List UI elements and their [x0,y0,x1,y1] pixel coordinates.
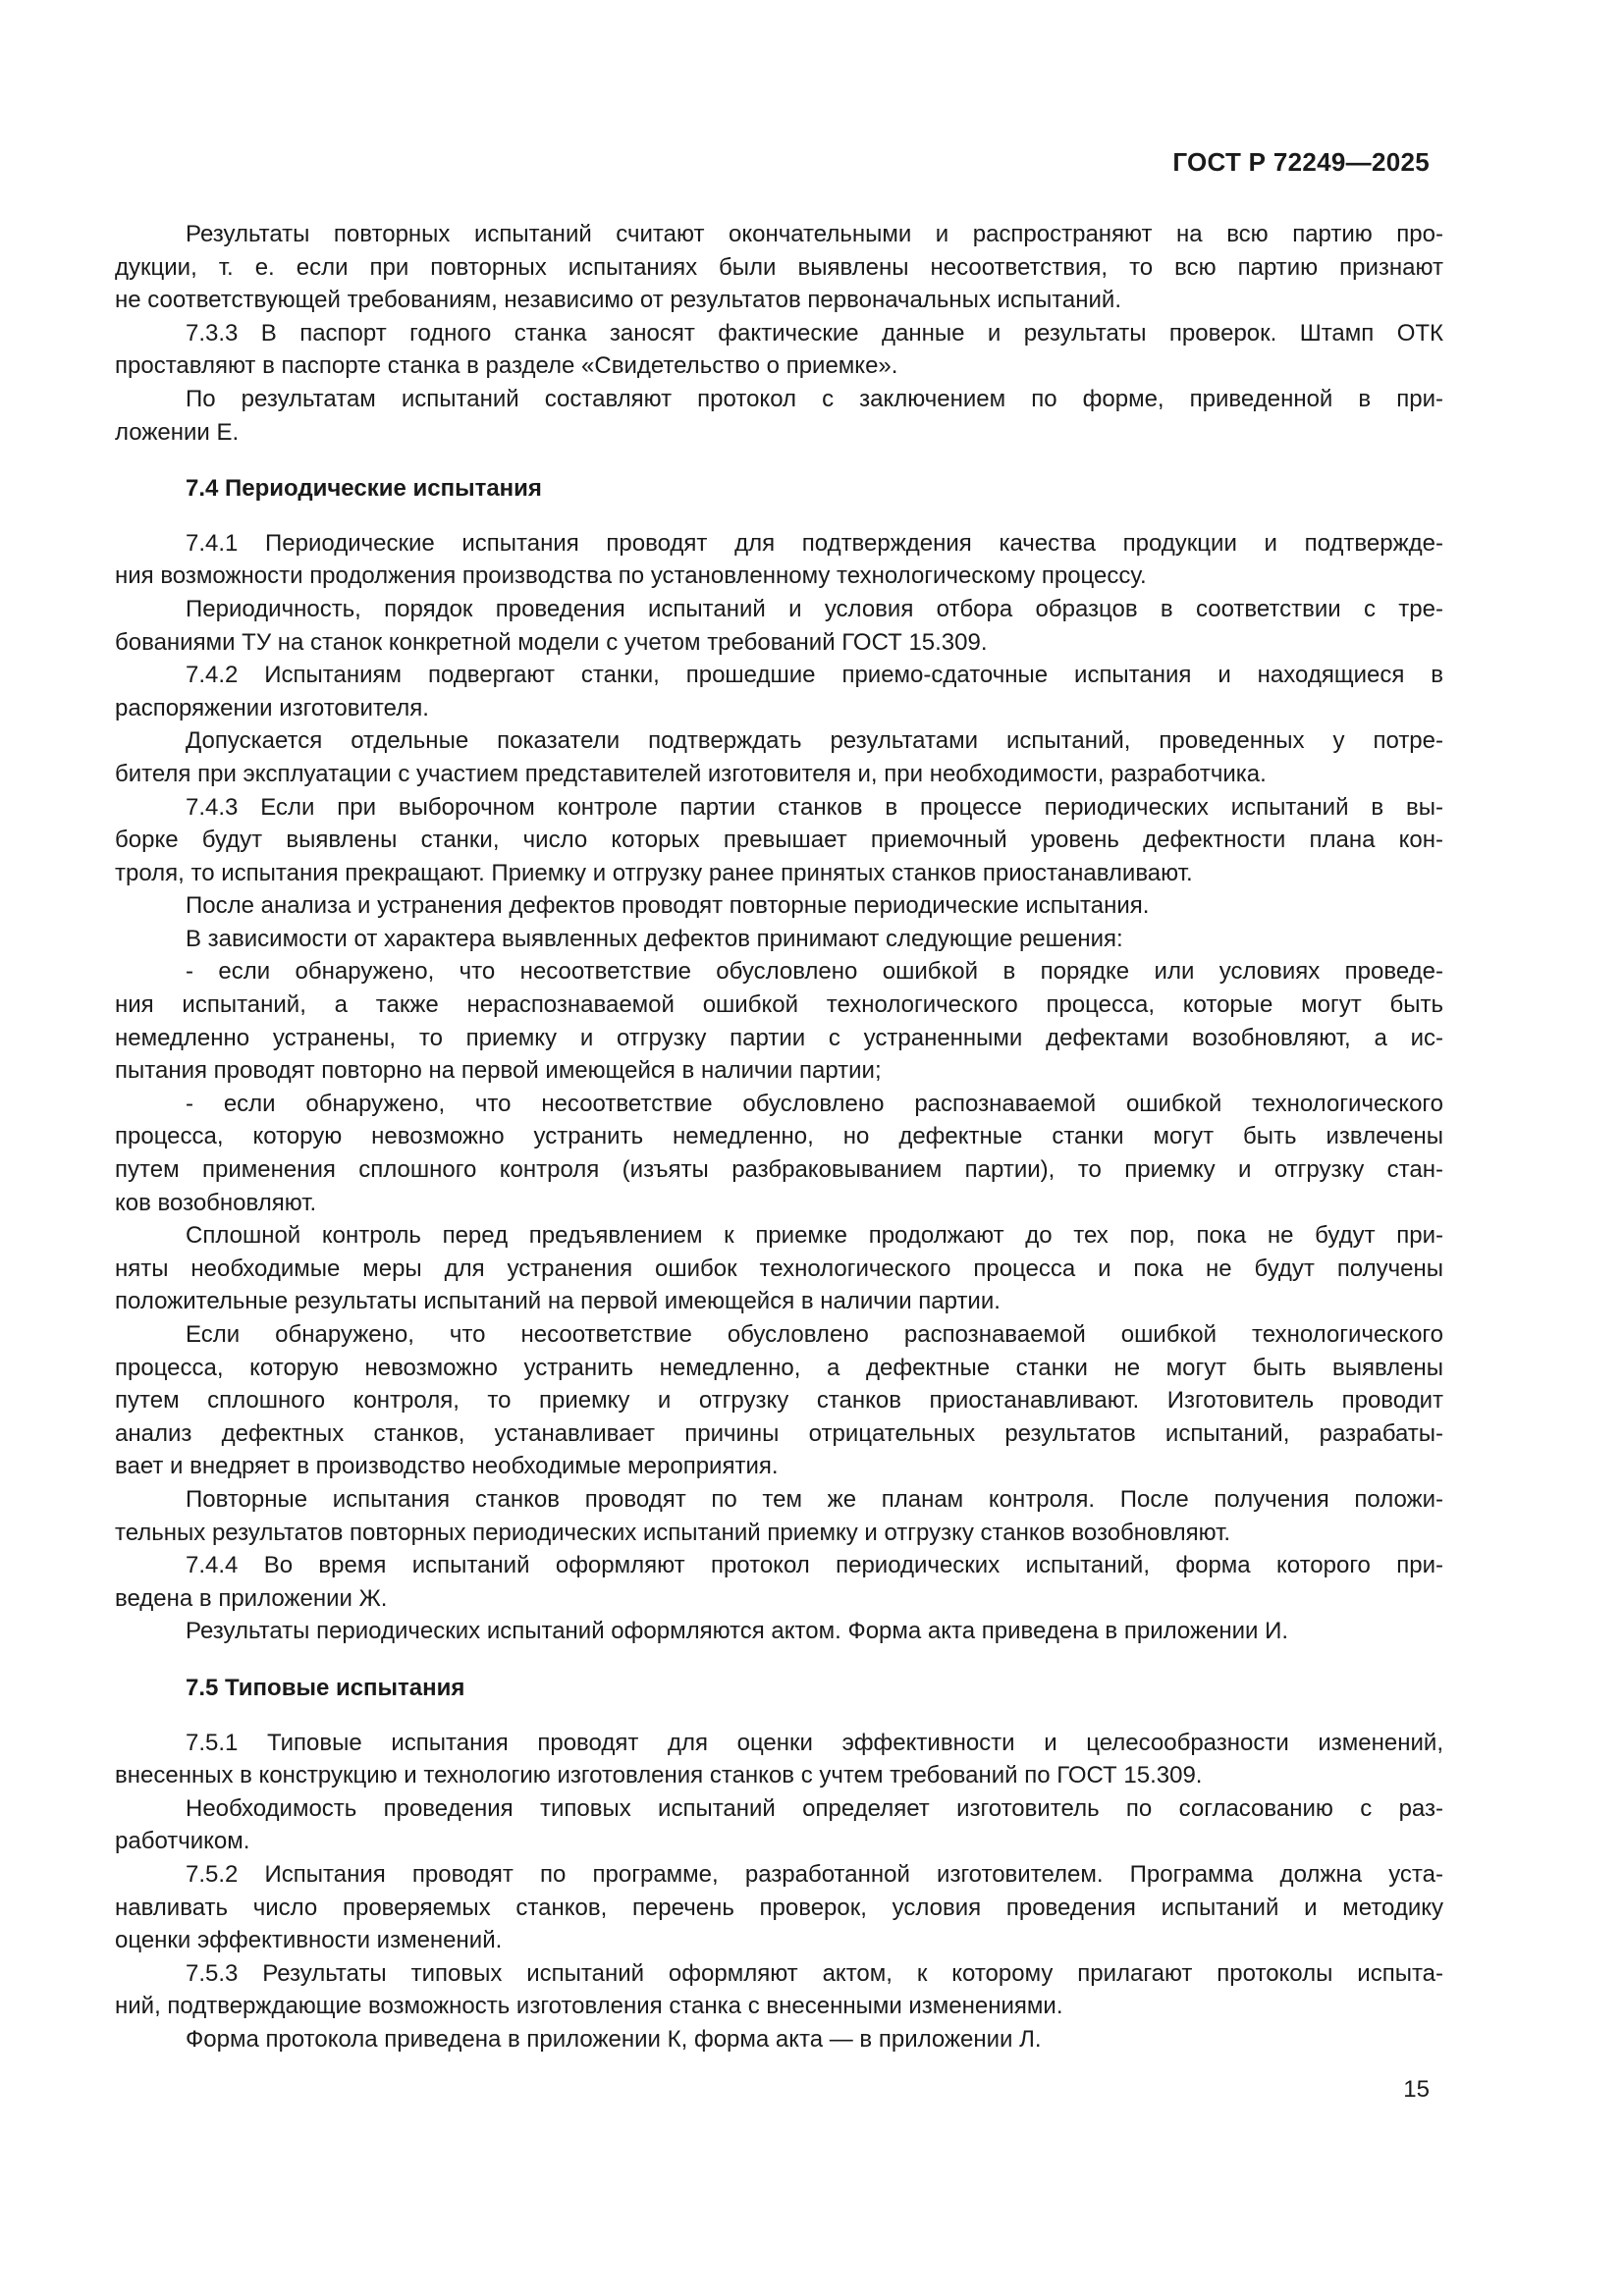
paragraph-line: путем применения сплошного контроля (изъяты разбраковыванием партии), то приемку и отгрузку стан- [115,1156,1443,1184]
paragraph-line: распоряжении изготовителя. [115,694,429,721]
paragraph-line: вает и внедряет в производство необходимые мероприятия. [115,1453,779,1480]
paragraph-line: дукции, т. е. если при повторных испытаниях были выявлены несоответствия, то всю партию признают [115,253,1443,281]
paragraph-line: бителя при эксплуатации с участием представителей изготовителя и, при необходимости, разработчика. [115,760,1267,787]
paragraph [115,1219,1443,1318]
paragraph-line: В зависимости от характера выявленных дефектов принимают следующие решения: [186,925,1123,952]
paragraph [115,1858,1443,1957]
paragraph-line: ведена в приложении Ж. [115,1584,388,1612]
paragraph [115,1318,1443,1483]
paragraph [115,955,1443,1087]
paragraph-line: троля, то испытания прекращают. Приемку и отгрузку ранее принятых станков приостанавливают. [115,859,1193,886]
paragraph-line: 7.4.4 Во время испытаний оформляют протокол периодических испытаний, форма которого при- [186,1552,1443,1579]
paragraph-line: няты необходимые меры для устранения ошибок технологического процесса и пока не будут получены [115,1255,1443,1282]
paragraph-line: - если обнаружено, что несоответствие обусловлено ошибкой в порядке или условиях проведе- [186,958,1443,986]
paragraph-line: - если обнаружено, что несоответствие обусловлено распознаваемой ошибкой технологического [186,1090,1443,1117]
paragraph [115,1957,1443,2023]
paragraph-line: анализ дефектных станков, устанавливает причины отрицательных результатов испытаний, разрабаты- [115,1419,1443,1447]
paragraph [115,923,1443,956]
paragraph-line: тельных результатов повторных периодических испытаний приемку и отгрузку станков возобновляют. [115,1519,1231,1546]
paragraph-line: Периодичность, порядок проведения испытаний и условия отбора образцов в соответствии с тре- [186,595,1443,622]
paragraph-line: 7.4.3 Если при выборочном контроле партии станков в процессе периодических испытаний в вы- [186,793,1443,821]
paragraph-line: ний, подтверждающие возможность изготовления станка с внесенными изменениями. [115,1993,1063,2020]
paragraph-line: 7.5.2 Испытания проводят по программе, разработанной изготовителем. Программа должна уста- [186,1860,1443,1888]
page-number: 15 [1403,2076,1430,2103]
paragraph-line: Форма протокола приведена в приложении К, форма акта — в приложении Л. [186,2025,1042,2053]
paragraph-line: Допускается отдельные показатели подтверждать результатами испытаний, проведенных у потре- [186,727,1443,755]
paragraph-line: 7.4.1 Периодические испытания проводят для подтверждения качества продукции и подтвержде- [186,529,1443,557]
document-header-id: ГОСТ Р 72249—2025 [1172,147,1430,177]
paragraph [115,593,1443,659]
paragraph-line: ния испытаний, а также нераспознаваемой ошибкой технологического процесса, которые могут быть [115,991,1443,1019]
paragraph-line: По результатам испытаний составляют протокол с заключением по форме, приведенной в при- [186,385,1443,412]
paragraph [115,2023,1443,2056]
paragraph-line: немедленно устранены, то приемку и отгрузку партии с устраненными дефектами возобновляют, а ис- [115,1024,1443,1051]
paragraph-line: проставляют в паспорте станка в разделе «Свидетельство о приемке». [115,352,898,380]
paragraph-line: ложении Е. [115,418,240,446]
paragraph-line: Необходимость проведения типовых испытаний определяет изготовитель по согласованию с раз- [186,1794,1443,1822]
paragraph-line: внесенных в конструкцию и технологию изготовления станков с учтем требований по ГОСТ 15.309. [115,1762,1203,1789]
paragraph-line: 7.4.2 Испытаниям подвергают станки, прошедшие приемо-сдаточные испытания и находящиеся в [186,662,1443,689]
paragraph [115,1549,1443,1615]
paragraph [115,791,1443,890]
paragraph-line: не соответствующей требованиям, независимо от результатов первоначальных испытаний. [115,287,1122,314]
document-body [115,218,1443,2056]
paragraph-line: бованиями ТУ на станок конкретной модели с учетом требований ГОСТ 15.309. [115,628,988,656]
section-heading: 7.4 Периодические испытания [186,475,542,503]
paragraph-line: Результаты повторных испытаний считают окончательными и распространяют на всю партию про- [186,221,1443,247]
paragraph [115,1792,1443,1858]
paragraph-line: ков возобновляют. [115,1189,317,1216]
paragraph-line: Повторные испытания станков проводят по тем же планам контроля. После получения положи- [186,1485,1443,1513]
paragraph [115,383,1443,449]
paragraph-line: 7.5.3 Результаты типовых испытаний оформляют актом, к которому прилагают протоколы испыта- [186,1959,1443,1987]
paragraph-line: 7.5.1 Типовые испытания проводят для оценки эффективности и целесообразности изменений, [186,1729,1443,1756]
paragraph-line: Сплошной контроль перед предъявлением к приемке продолжают до тех пор, пока не будут при- [186,1222,1443,1250]
paragraph [115,527,1443,593]
paragraph-line: положительные результаты испытаний на первой имеющейся в наличии партии. [115,1288,1001,1315]
paragraph-line: процесса, которую невозможно устранить немедленно, а дефектные станки не могут быть выявлены [115,1354,1443,1381]
paragraph [115,1483,1443,1549]
paragraph-line: работчиком. [115,1828,250,1855]
paragraph-line: процесса, которую невозможно устранить немедленно, но дефектные станки могут быть извлечены [115,1123,1443,1150]
paragraph [115,218,1443,317]
paragraph [115,1727,1443,1792]
paragraph-line: После анализа и устранения дефектов проводят повторные периодические испытания. [186,892,1150,920]
paragraph [115,317,1443,383]
paragraph [115,659,1443,724]
paragraph-line: Если обнаружено, что несоответствие обусловлено распознаваемой ошибкой технологического [186,1321,1443,1348]
paragraph-line: борке будут выявлены станки, число которых превышает приемочный уровень дефектности плана кон- [115,827,1443,854]
paragraph-line: путем сплошного контроля, то приемку и отгрузку станков приостанавливают. Изготовитель проводит [115,1387,1443,1415]
paragraph [115,889,1443,923]
paragraph-line: пытания проводят повторно на первой имеющейся в наличии партии; [115,1057,882,1085]
paragraph-line: оценки эффективности изменений. [115,1927,503,1954]
paragraph-line: ния возможности продолжения производства по установленному технологическому процессу. [115,562,1147,590]
section-heading: 7.5 Типовые испытания [186,1674,465,1701]
paragraph [115,724,1443,790]
paragraph-line: навливать число проверяемых станков, перечень проверок, условия проведения испытаний и методику [115,1894,1443,1921]
paragraph [115,1088,1443,1219]
paragraph [115,1615,1443,1648]
paragraph-line: 7.3.3 В паспорт годного станка заносят фактические данные и результаты проверок. Штамп ОТК [186,319,1443,347]
paragraph-line: Результаты периодических испытаний оформляются актом. Форма акта приведена в приложении И. [186,1618,1289,1645]
